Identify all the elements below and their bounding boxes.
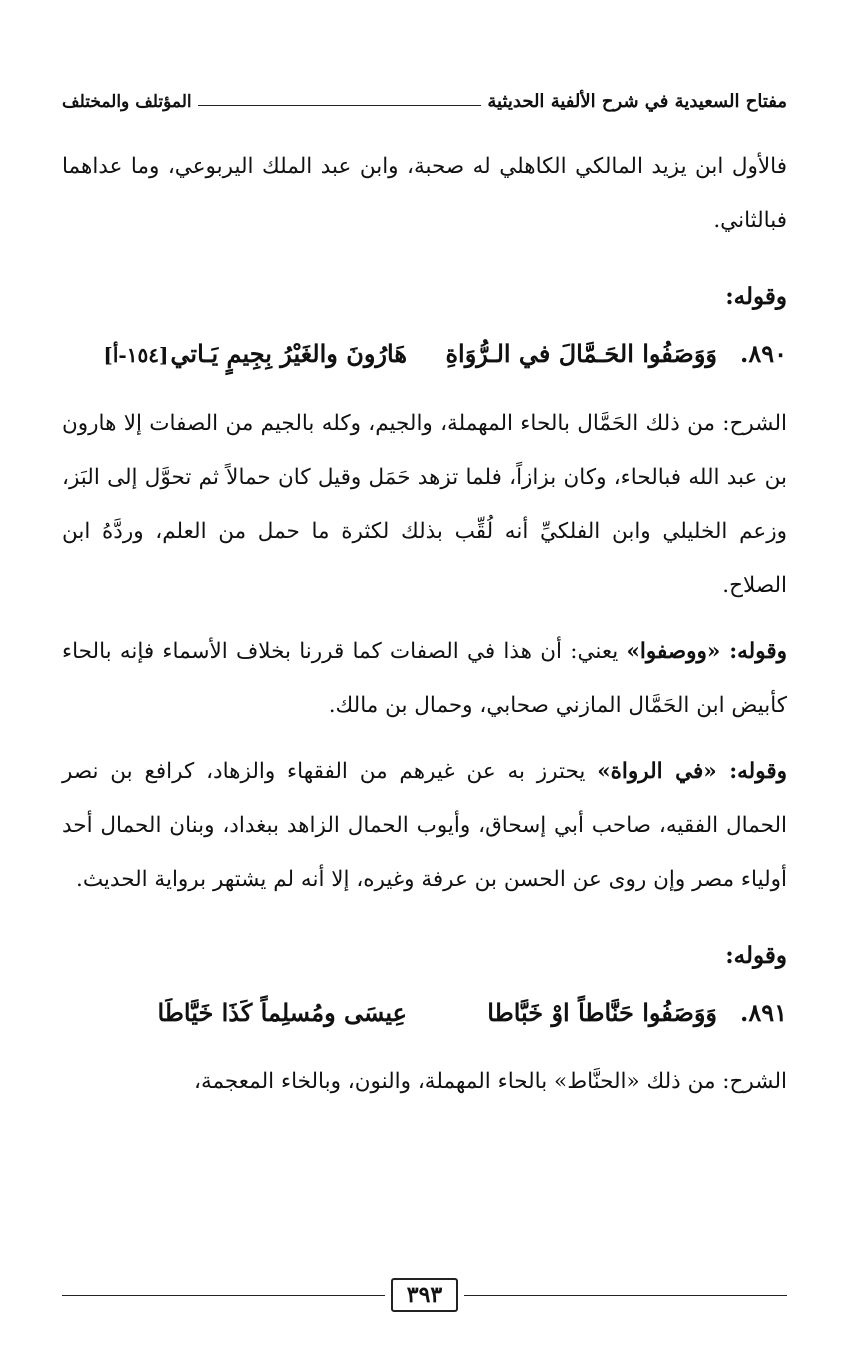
section-title: المؤتلف والمختلف — [62, 92, 192, 112]
verse-890 — [62, 324, 787, 385]
paragraph-lead: وقوله: «ووصفوا» — [626, 639, 787, 664]
page-number: ٣٩٣ — [391, 1278, 458, 1312]
qawluh-label-2: وقوله: — [725, 942, 787, 969]
verse-hemistich-2: عِيسَى ومُسلِماً كَذَا خَيَّاطَا — [157, 998, 407, 1027]
paragraph-text: يعني: أن هذا في الصفات كما قررنا بخلاف الأسماء فإنه بالحاء كأبيض ابن الحَمَّال المازني صحابي، وحمال بن مالك. — [62, 639, 787, 718]
paragraph-1: فالأول ابن يزيد المالكي الكاهلي له صحبة، وابن عبد الملك اليربوعي، وما عداهما فبالثاني. — [62, 154, 787, 233]
paragraph-sharh-890: الشرح: من ذلك الحَمَّال بالحاء المهملة، والجيم، وكله بالجيم من الصفات إلا هارون بن عبد الله فبالحاء، وكان بزازاً، فلما تزهد حَمَل وقيل كان حمالاً ثم تحوَّل إلى البَز، وزعم الخليلي وابن الفلكيِّ أنه لُقِّب بذلك لكثرة ما حمل من العلم، وردَّهُ ابن الصلاح. — [62, 411, 787, 598]
verse-hemistich-1: وَوَصَفُوا الحَـمَّالَ في الـرُّوَاةِ — [445, 339, 717, 368]
manuscript-reference: [١٥٤-أ] — [103, 343, 169, 367]
verse-number: ٨٩١. — [739, 998, 787, 1027]
page-body — [62, 140, 787, 1109]
book-title: مفتاح السعيدية في شرح الألفية الحديثية — [487, 91, 787, 112]
running-header — [62, 82, 787, 112]
paragraph-lead: وقوله: «في الرواة» — [597, 759, 787, 784]
verse-number: ٨٩٠. — [739, 339, 787, 368]
paragraph-sharh-891: الشرح: من ذلك «الحنَّاط» بالحاء المهملة، والنون، وبالخاء المعجمة، — [194, 1069, 787, 1094]
qawluh-label-1: وقوله: — [725, 283, 787, 310]
header-divider — [198, 105, 482, 106]
verse-891 — [62, 983, 787, 1043]
footer-rule-left — [62, 1295, 385, 1296]
paragraph-wawasafu — [62, 625, 787, 733]
paragraph-text: يحترز به عن غيرهم من الفقهاء والزهاد، كرافع بن نصر الحمال الفقيه، صاحب أبي إسحاق، وأيوب الحمال الزاهد ببغداد، وبنان الحمال أحد أولياء مصر وإن روى عن الحسن بن عرفة وغيره، إلا أنه لم يشتهر برواية الحديث. — [62, 759, 787, 892]
footer-rule-right — [464, 1295, 787, 1296]
verse-hemistich-1: وَوَصَفُوا حَنَّاطاً اوْ خَبَّاطا — [487, 998, 717, 1027]
paragraph-fi-alruwat — [62, 745, 787, 907]
page-footer — [62, 1275, 787, 1315]
verse-hemistich-2: هَارُونَ والغَيْرُ بِجِيمٍ يَـاتي — [170, 339, 407, 368]
